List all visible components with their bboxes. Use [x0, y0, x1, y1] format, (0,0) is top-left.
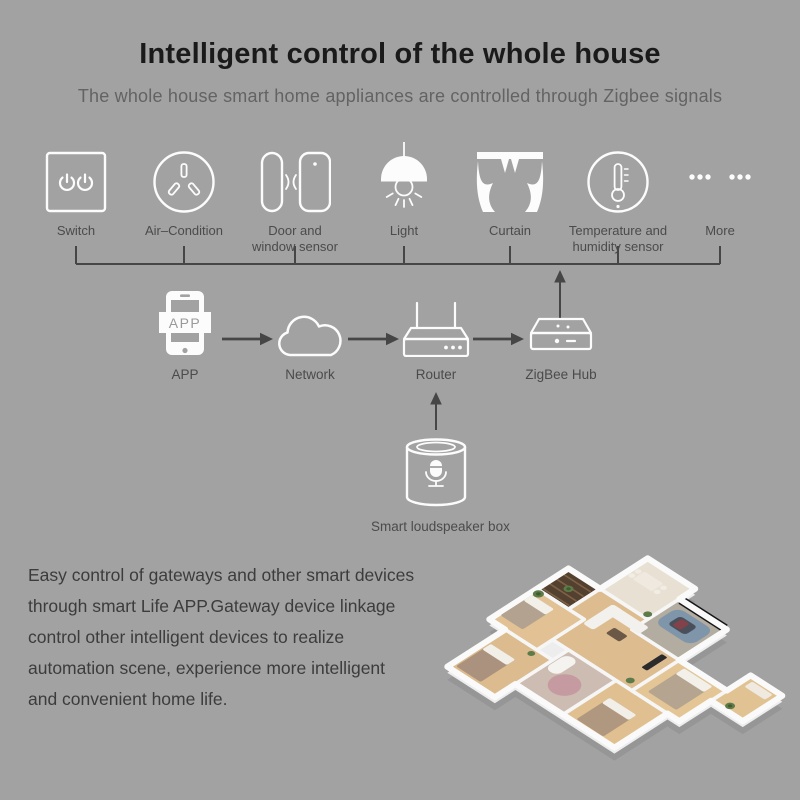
more-dots-icon: [680, 140, 760, 219]
smartphone-app-icon: [155, 289, 215, 362]
flow-node-label: ZigBee Hub: [525, 367, 597, 382]
flow-node-label: Router: [415, 367, 457, 382]
flow-node-router: [371, 296, 501, 382]
device-label: Temperature and humidity sensor: [568, 223, 668, 254]
speaker-to-router-arrow: [430, 392, 442, 430]
device-more: [655, 145, 785, 239]
page-title: Intelligent control of the whole house: [139, 38, 661, 70]
door-window-sensor-icon: [259, 150, 331, 219]
description-line: through smart Life APP.Gateway device linkage: [28, 596, 396, 616]
zigbee-hub-icon: [527, 315, 595, 362]
flow-node-network: [245, 296, 375, 382]
smart-loudspeaker-icon: [402, 437, 470, 514]
device-label: Door and window sensor: [252, 223, 338, 254]
flow-node-app: [120, 296, 250, 382]
house-floor-plan-illustration: [440, 505, 800, 800]
cloud-icon: [271, 309, 349, 362]
pendant-light-icon: [364, 142, 444, 219]
curtain-icon: [474, 150, 546, 219]
description-paragraph: [28, 560, 414, 715]
page-subtitle: The whole house smart home appliances are controlled through Zigbee signals: [77, 86, 723, 106]
flow-node-label: Network: [285, 367, 335, 382]
description-line: and convenient home life.: [28, 689, 228, 709]
flow-node-label: APP: [171, 367, 199, 382]
switch-icon: [44, 150, 108, 219]
description-line: automation scene, experience more intelligent: [28, 658, 386, 678]
device-label: Light: [389, 223, 419, 238]
air-condition-socket-icon: [152, 150, 216, 219]
device-label: Air–Condition: [144, 223, 224, 238]
device-label: Switch: [56, 223, 96, 238]
app-badge-text: APP: [168, 315, 202, 331]
flow-node-zigbee-hub: [496, 296, 626, 382]
router-icon: [400, 301, 472, 362]
description-line: Easy control of gateways and other smart devices: [28, 565, 415, 585]
temperature-humidity-sensor-icon: [586, 150, 650, 219]
speaker-label: Smart loudspeaker box: [371, 519, 510, 534]
device-label: Curtain: [489, 223, 531, 238]
description-line: control other intelligent devices to realize: [28, 627, 345, 647]
device-label: More: [705, 223, 735, 238]
